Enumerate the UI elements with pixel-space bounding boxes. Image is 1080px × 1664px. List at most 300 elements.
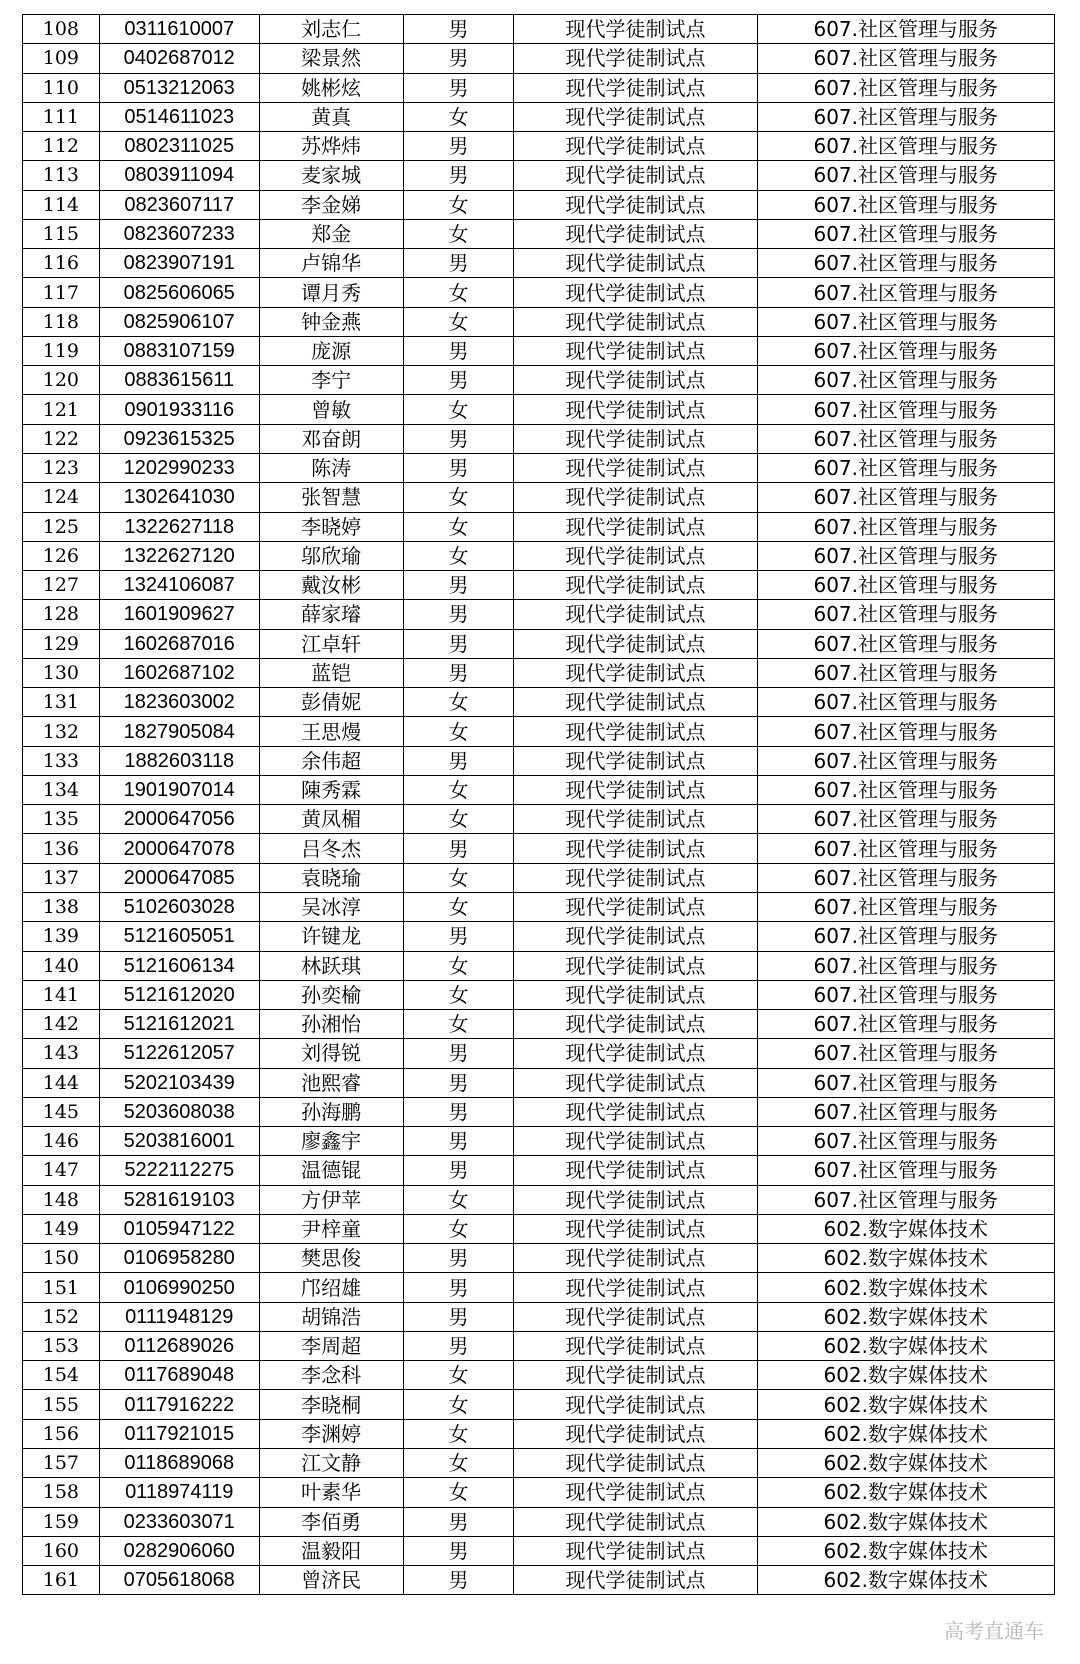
major-cell: 607.社区管理与服务 xyxy=(757,190,1054,219)
table-row xyxy=(23,1507,1055,1536)
student-name-cell: 邝绍雄 xyxy=(259,1273,403,1302)
major-cell: 607.社区管理与服务 xyxy=(757,629,1054,658)
table-row xyxy=(23,629,1055,658)
major-cell: 607.社区管理与服务 xyxy=(757,132,1054,161)
student-name-cell: 陳秀霖 xyxy=(259,775,403,804)
enrollment-type-cell: 现代学徒制试点 xyxy=(514,1068,757,1097)
student-table-body xyxy=(23,15,1055,1595)
student-id-cell: 0402687012 xyxy=(99,44,259,73)
enrollment-type-cell: 现代学徒制试点 xyxy=(514,1097,757,1126)
student-id-cell: 0514611023 xyxy=(99,102,259,131)
major-cell: 607.社区管理与服务 xyxy=(757,863,1054,892)
major-cell: 602.数字媒体技术 xyxy=(757,1390,1054,1419)
row-number-cell: 145 xyxy=(23,1097,100,1126)
student-gender-cell: 男 xyxy=(403,1127,514,1156)
major-cell: 607.社区管理与服务 xyxy=(757,717,1054,746)
student-id-cell: 0117689048 xyxy=(99,1361,259,1390)
student-name-cell: 李周超 xyxy=(259,1331,403,1360)
student-id-cell: 1302641030 xyxy=(99,483,259,512)
student-name-cell: 江文静 xyxy=(259,1449,403,1478)
table-row xyxy=(23,746,1055,775)
major-cell: 602.数字媒体技术 xyxy=(757,1566,1054,1595)
enrollment-type-cell: 现代学徒制试点 xyxy=(514,1449,757,1478)
student-id-cell: 0311610007 xyxy=(99,15,259,44)
student-gender-cell: 女 xyxy=(403,307,514,336)
student-name-cell: 蓝铠 xyxy=(259,658,403,687)
row-number-cell: 138 xyxy=(23,892,100,921)
enrollment-type-cell: 现代学徒制试点 xyxy=(514,1156,757,1185)
major-cell: 607.社区管理与服务 xyxy=(757,746,1054,775)
enrollment-type-cell: 现代学徒制试点 xyxy=(514,805,757,834)
row-number-cell: 126 xyxy=(23,541,100,570)
student-id-cell: 1901907014 xyxy=(99,775,259,804)
student-id-cell: 0513212063 xyxy=(99,73,259,102)
row-number-cell: 123 xyxy=(23,453,100,482)
student-gender-cell: 男 xyxy=(403,922,514,951)
table-row xyxy=(23,1449,1055,1478)
major-cell: 607.社区管理与服务 xyxy=(757,541,1054,570)
table-row xyxy=(23,1419,1055,1448)
table-row xyxy=(23,190,1055,219)
student-gender-cell: 女 xyxy=(403,980,514,1009)
student-name-cell: 刘志仁 xyxy=(259,15,403,44)
student-name-cell: 刘得锐 xyxy=(259,1039,403,1068)
row-number-cell: 108 xyxy=(23,15,100,44)
table-row xyxy=(23,688,1055,717)
enrollment-type-cell: 现代学徒制试点 xyxy=(514,571,757,600)
table-row xyxy=(23,219,1055,248)
student-name-cell: 孙海鹏 xyxy=(259,1097,403,1126)
student-gender-cell: 男 xyxy=(403,73,514,102)
student-id-cell: 0105947122 xyxy=(99,1214,259,1243)
row-number-cell: 149 xyxy=(23,1214,100,1243)
enrollment-type-cell: 现代学徒制试点 xyxy=(514,629,757,658)
student-name-cell: 李念科 xyxy=(259,1361,403,1390)
student-name-cell: 黄真 xyxy=(259,102,403,131)
student-gender-cell: 女 xyxy=(403,102,514,131)
student-name-cell: 谭月秀 xyxy=(259,278,403,307)
enrollment-type-cell: 现代学徒制试点 xyxy=(514,1244,757,1273)
table-row xyxy=(23,395,1055,424)
student-id-cell: 1202990233 xyxy=(99,453,259,482)
major-cell: 607.社区管理与服务 xyxy=(757,395,1054,424)
student-id-cell: 5121612021 xyxy=(99,1010,259,1039)
student-gender-cell: 女 xyxy=(403,278,514,307)
student-id-cell: 0106990250 xyxy=(99,1273,259,1302)
major-cell: 607.社区管理与服务 xyxy=(757,775,1054,804)
watermark: 高考直通车 xyxy=(944,1619,1044,1643)
student-id-cell: 0705618068 xyxy=(99,1566,259,1595)
enrollment-type-cell: 现代学徒制试点 xyxy=(514,922,757,951)
row-number-cell: 130 xyxy=(23,658,100,687)
student-gender-cell: 男 xyxy=(403,600,514,629)
table-row xyxy=(23,658,1055,687)
major-cell: 607.社区管理与服务 xyxy=(757,161,1054,190)
row-number-cell: 146 xyxy=(23,1127,100,1156)
row-number-cell: 127 xyxy=(23,571,100,600)
row-number-cell: 121 xyxy=(23,395,100,424)
student-gender-cell: 女 xyxy=(403,1419,514,1448)
student-name-cell: 李渊婷 xyxy=(259,1419,403,1448)
student-gender-cell: 男 xyxy=(403,132,514,161)
row-number-cell: 128 xyxy=(23,600,100,629)
table-row xyxy=(23,1214,1055,1243)
row-number-cell: 119 xyxy=(23,336,100,365)
student-gender-cell: 女 xyxy=(403,1478,514,1507)
student-gender-cell: 男 xyxy=(403,1566,514,1595)
student-gender-cell: 女 xyxy=(403,1010,514,1039)
student-name-cell: 黄凤楣 xyxy=(259,805,403,834)
enrollment-type-cell: 现代学徒制试点 xyxy=(514,73,757,102)
row-number-cell: 152 xyxy=(23,1302,100,1331)
major-cell: 602.数字媒体技术 xyxy=(757,1331,1054,1360)
row-number-cell: 150 xyxy=(23,1244,100,1273)
major-cell: 607.社区管理与服务 xyxy=(757,834,1054,863)
student-gender-cell: 男 xyxy=(403,1536,514,1565)
enrollment-type-cell: 现代学徒制试点 xyxy=(514,483,757,512)
table-row xyxy=(23,571,1055,600)
student-name-cell: 李晓婷 xyxy=(259,512,403,541)
table-row xyxy=(23,1010,1055,1039)
row-number-cell: 114 xyxy=(23,190,100,219)
student-id-cell: 0883615611 xyxy=(99,366,259,395)
student-gender-cell: 女 xyxy=(403,717,514,746)
major-cell: 607.社区管理与服务 xyxy=(757,453,1054,482)
enrollment-type-cell: 现代学徒制试点 xyxy=(514,132,757,161)
student-id-cell: 0112689026 xyxy=(99,1331,259,1360)
student-gender-cell: 女 xyxy=(403,688,514,717)
table-row xyxy=(23,366,1055,395)
enrollment-type-cell: 现代学徒制试点 xyxy=(514,1331,757,1360)
student-name-cell: 薛家璿 xyxy=(259,600,403,629)
student-gender-cell: 女 xyxy=(403,805,514,834)
enrollment-type-cell: 现代学徒制试点 xyxy=(514,1507,757,1536)
enrollment-type-cell: 现代学徒制试点 xyxy=(514,366,757,395)
student-gender-cell: 男 xyxy=(403,1097,514,1126)
student-id-cell: 2000647078 xyxy=(99,834,259,863)
table-row xyxy=(23,834,1055,863)
row-number-cell: 135 xyxy=(23,805,100,834)
student-id-cell: 5102603028 xyxy=(99,892,259,921)
student-gender-cell: 女 xyxy=(403,219,514,248)
enrollment-type-cell: 现代学徒制试点 xyxy=(514,1361,757,1390)
student-id-cell: 0823607233 xyxy=(99,219,259,248)
student-gender-cell: 男 xyxy=(403,453,514,482)
enrollment-type-cell: 现代学徒制试点 xyxy=(514,688,757,717)
student-id-cell: 0117916222 xyxy=(99,1390,259,1419)
row-number-cell: 131 xyxy=(23,688,100,717)
table-row xyxy=(23,1185,1055,1214)
table-row xyxy=(23,980,1055,1009)
student-gender-cell: 男 xyxy=(403,161,514,190)
student-gender-cell: 男 xyxy=(403,15,514,44)
table-row xyxy=(23,161,1055,190)
student-id-cell: 0901933116 xyxy=(99,395,259,424)
enrollment-type-cell: 现代学徒制试点 xyxy=(514,1185,757,1214)
table-row xyxy=(23,922,1055,951)
student-id-cell: 1602687016 xyxy=(99,629,259,658)
student-list-sheet xyxy=(22,14,1055,1595)
student-id-cell: 1882603118 xyxy=(99,746,259,775)
student-id-cell: 0106958280 xyxy=(99,1244,259,1273)
table-row xyxy=(23,1566,1055,1595)
major-cell: 607.社区管理与服务 xyxy=(757,1010,1054,1039)
table-row xyxy=(23,1097,1055,1126)
row-number-cell: 140 xyxy=(23,951,100,980)
row-number-cell: 158 xyxy=(23,1478,100,1507)
student-name-cell: 孙奕榆 xyxy=(259,980,403,1009)
student-name-cell: 温毅阳 xyxy=(259,1536,403,1565)
row-number-cell: 160 xyxy=(23,1536,100,1565)
student-gender-cell: 女 xyxy=(403,512,514,541)
row-number-cell: 143 xyxy=(23,1039,100,1068)
student-gender-cell: 男 xyxy=(403,1068,514,1097)
table-row xyxy=(23,249,1055,278)
table-row xyxy=(23,1390,1055,1419)
table-row xyxy=(23,717,1055,746)
student-name-cell: 袁晓瑜 xyxy=(259,863,403,892)
student-id-cell: 5121606134 xyxy=(99,951,259,980)
table-row xyxy=(23,512,1055,541)
student-gender-cell: 男 xyxy=(403,1039,514,1068)
table-row xyxy=(23,1127,1055,1156)
major-cell: 602.数字媒体技术 xyxy=(757,1214,1054,1243)
student-id-cell: 0118689068 xyxy=(99,1449,259,1478)
row-number-cell: 133 xyxy=(23,746,100,775)
major-cell: 607.社区管理与服务 xyxy=(757,102,1054,131)
table-row xyxy=(23,1536,1055,1565)
student-id-cell: 5122612057 xyxy=(99,1039,259,1068)
table-row xyxy=(23,424,1055,453)
row-number-cell: 159 xyxy=(23,1507,100,1536)
table-row xyxy=(23,775,1055,804)
row-number-cell: 142 xyxy=(23,1010,100,1039)
student-id-cell: 1322627118 xyxy=(99,512,259,541)
student-name-cell: 许键龙 xyxy=(259,922,403,951)
table-row xyxy=(23,892,1055,921)
student-name-cell: 彭倩妮 xyxy=(259,688,403,717)
student-gender-cell: 男 xyxy=(403,834,514,863)
major-cell: 607.社区管理与服务 xyxy=(757,1068,1054,1097)
enrollment-type-cell: 现代学徒制试点 xyxy=(514,892,757,921)
student-gender-cell: 男 xyxy=(403,366,514,395)
major-cell: 607.社区管理与服务 xyxy=(757,73,1054,102)
major-cell: 607.社区管理与服务 xyxy=(757,1127,1054,1156)
major-cell: 607.社区管理与服务 xyxy=(757,571,1054,600)
student-id-cell: 1601909627 xyxy=(99,600,259,629)
table-row xyxy=(23,1302,1055,1331)
student-id-cell: 5222112275 xyxy=(99,1156,259,1185)
student-id-cell: 0117921015 xyxy=(99,1419,259,1448)
student-name-cell: 郑金 xyxy=(259,219,403,248)
student-name-cell: 王思熳 xyxy=(259,717,403,746)
enrollment-type-cell: 现代学徒制试点 xyxy=(514,15,757,44)
enrollment-type-cell: 现代学徒制试点 xyxy=(514,512,757,541)
student-id-cell: 0883107159 xyxy=(99,336,259,365)
table-row xyxy=(23,951,1055,980)
student-name-cell: 邓奋朗 xyxy=(259,424,403,453)
row-number-cell: 144 xyxy=(23,1068,100,1097)
enrollment-type-cell: 现代学徒制试点 xyxy=(514,1390,757,1419)
student-id-cell: 0923615325 xyxy=(99,424,259,453)
student-gender-cell: 男 xyxy=(403,249,514,278)
row-number-cell: 111 xyxy=(23,102,100,131)
major-cell: 602.数字媒体技术 xyxy=(757,1536,1054,1565)
student-name-cell: 李佰勇 xyxy=(259,1507,403,1536)
major-cell: 607.社区管理与服务 xyxy=(757,219,1054,248)
enrollment-type-cell: 现代学徒制试点 xyxy=(514,951,757,980)
student-gender-cell: 男 xyxy=(403,1156,514,1185)
student-name-cell: 梁景然 xyxy=(259,44,403,73)
student-id-cell: 5203608038 xyxy=(99,1097,259,1126)
row-number-cell: 148 xyxy=(23,1185,100,1214)
enrollment-type-cell: 现代学徒制试点 xyxy=(514,1039,757,1068)
major-cell: 602.数字媒体技术 xyxy=(757,1273,1054,1302)
row-number-cell: 151 xyxy=(23,1273,100,1302)
student-gender-cell: 男 xyxy=(403,1331,514,1360)
student-name-cell: 戴汝彬 xyxy=(259,571,403,600)
table-row xyxy=(23,453,1055,482)
table-row xyxy=(23,307,1055,336)
student-gender-cell: 男 xyxy=(403,44,514,73)
student-id-cell: 0111948129 xyxy=(99,1302,259,1331)
table-row xyxy=(23,1068,1055,1097)
table-row xyxy=(23,336,1055,365)
student-name-cell: 池熙睿 xyxy=(259,1068,403,1097)
enrollment-type-cell: 现代学徒制试点 xyxy=(514,1536,757,1565)
student-id-cell: 5121605051 xyxy=(99,922,259,951)
major-cell: 607.社区管理与服务 xyxy=(757,512,1054,541)
row-number-cell: 109 xyxy=(23,44,100,73)
enrollment-type-cell: 现代学徒制试点 xyxy=(514,102,757,131)
row-number-cell: 132 xyxy=(23,717,100,746)
student-gender-cell: 男 xyxy=(403,336,514,365)
student-id-cell: 0823607117 xyxy=(99,190,259,219)
major-cell: 607.社区管理与服务 xyxy=(757,1156,1054,1185)
student-name-cell: 温德锟 xyxy=(259,1156,403,1185)
major-cell: 602.数字媒体技术 xyxy=(757,1302,1054,1331)
enrollment-type-cell: 现代学徒制试点 xyxy=(514,1478,757,1507)
row-number-cell: 116 xyxy=(23,249,100,278)
student-name-cell: 尹梓童 xyxy=(259,1214,403,1243)
row-number-cell: 125 xyxy=(23,512,100,541)
major-cell: 607.社区管理与服务 xyxy=(757,951,1054,980)
enrollment-type-cell: 现代学徒制试点 xyxy=(514,307,757,336)
student-name-cell: 邬欣瑜 xyxy=(259,541,403,570)
student-id-cell: 5202103439 xyxy=(99,1068,259,1097)
enrollment-type-cell: 现代学徒制试点 xyxy=(514,863,757,892)
major-cell: 607.社区管理与服务 xyxy=(757,1039,1054,1068)
enrollment-type-cell: 现代学徒制试点 xyxy=(514,600,757,629)
enrollment-type-cell: 现代学徒制试点 xyxy=(514,658,757,687)
student-id-cell: 0282906060 xyxy=(99,1536,259,1565)
student-id-cell: 1324106087 xyxy=(99,571,259,600)
enrollment-type-cell: 现代学徒制试点 xyxy=(514,453,757,482)
student-id-cell: 0823907191 xyxy=(99,249,259,278)
major-cell: 607.社区管理与服务 xyxy=(757,15,1054,44)
major-cell: 607.社区管理与服务 xyxy=(757,44,1054,73)
table-row xyxy=(23,1273,1055,1302)
student-gender-cell: 女 xyxy=(403,892,514,921)
major-cell: 607.社区管理与服务 xyxy=(757,249,1054,278)
table-row xyxy=(23,15,1055,44)
major-cell: 607.社区管理与服务 xyxy=(757,366,1054,395)
student-gender-cell: 女 xyxy=(403,1390,514,1419)
enrollment-type-cell: 现代学徒制试点 xyxy=(514,775,757,804)
enrollment-type-cell: 现代学徒制试点 xyxy=(514,746,757,775)
enrollment-type-cell: 现代学徒制试点 xyxy=(514,336,757,365)
table-row xyxy=(23,278,1055,307)
row-number-cell: 139 xyxy=(23,922,100,951)
student-gender-cell: 男 xyxy=(403,1244,514,1273)
row-number-cell: 134 xyxy=(23,775,100,804)
student-id-cell: 1602687102 xyxy=(99,658,259,687)
row-number-cell: 137 xyxy=(23,863,100,892)
student-id-cell: 0118974119 xyxy=(99,1478,259,1507)
enrollment-type-cell: 现代学徒制试点 xyxy=(514,1273,757,1302)
student-name-cell: 李晓桐 xyxy=(259,1390,403,1419)
student-gender-cell: 女 xyxy=(403,190,514,219)
student-name-cell: 胡锦浩 xyxy=(259,1302,403,1331)
student-id-cell: 0803911094 xyxy=(99,161,259,190)
student-id-cell: 0825606065 xyxy=(99,278,259,307)
row-number-cell: 112 xyxy=(23,132,100,161)
major-cell: 607.社区管理与服务 xyxy=(757,424,1054,453)
table-row xyxy=(23,73,1055,102)
enrollment-type-cell: 现代学徒制试点 xyxy=(514,1010,757,1039)
student-id-cell: 2000647085 xyxy=(99,863,259,892)
row-number-cell: 153 xyxy=(23,1331,100,1360)
enrollment-type-cell: 现代学徒制试点 xyxy=(514,1302,757,1331)
major-cell: 607.社区管理与服务 xyxy=(757,688,1054,717)
student-gender-cell: 男 xyxy=(403,1302,514,1331)
student-gender-cell: 女 xyxy=(403,395,514,424)
student-name-cell: 余伟超 xyxy=(259,746,403,775)
student-name-cell: 孙湘怡 xyxy=(259,1010,403,1039)
enrollment-type-cell: 现代学徒制试点 xyxy=(514,717,757,746)
enrollment-type-cell: 现代学徒制试点 xyxy=(514,190,757,219)
student-id-cell: 5203816001 xyxy=(99,1127,259,1156)
student-id-cell: 0802311025 xyxy=(99,132,259,161)
table-row xyxy=(23,132,1055,161)
table-row xyxy=(23,483,1055,512)
student-id-cell: 5121612020 xyxy=(99,980,259,1009)
major-cell: 607.社区管理与服务 xyxy=(757,483,1054,512)
table-row xyxy=(23,863,1055,892)
enrollment-type-cell: 现代学徒制试点 xyxy=(514,1419,757,1448)
major-cell: 607.社区管理与服务 xyxy=(757,1185,1054,1214)
row-number-cell: 157 xyxy=(23,1449,100,1478)
student-id-cell: 1322627120 xyxy=(99,541,259,570)
student-name-cell: 麦家城 xyxy=(259,161,403,190)
student-gender-cell: 女 xyxy=(403,863,514,892)
student-gender-cell: 男 xyxy=(403,571,514,600)
student-gender-cell: 女 xyxy=(403,951,514,980)
student-name-cell: 叶素华 xyxy=(259,1478,403,1507)
student-name-cell: 姚彬炫 xyxy=(259,73,403,102)
student-id-cell: 5281619103 xyxy=(99,1185,259,1214)
row-number-cell: 124 xyxy=(23,483,100,512)
row-number-cell: 155 xyxy=(23,1390,100,1419)
row-number-cell: 110 xyxy=(23,73,100,102)
student-name-cell: 江卓轩 xyxy=(259,629,403,658)
table-row xyxy=(23,1478,1055,1507)
student-gender-cell: 女 xyxy=(403,1361,514,1390)
table-row xyxy=(23,44,1055,73)
student-gender-cell: 女 xyxy=(403,483,514,512)
student-name-cell: 曾敏 xyxy=(259,395,403,424)
table-row xyxy=(23,1361,1055,1390)
